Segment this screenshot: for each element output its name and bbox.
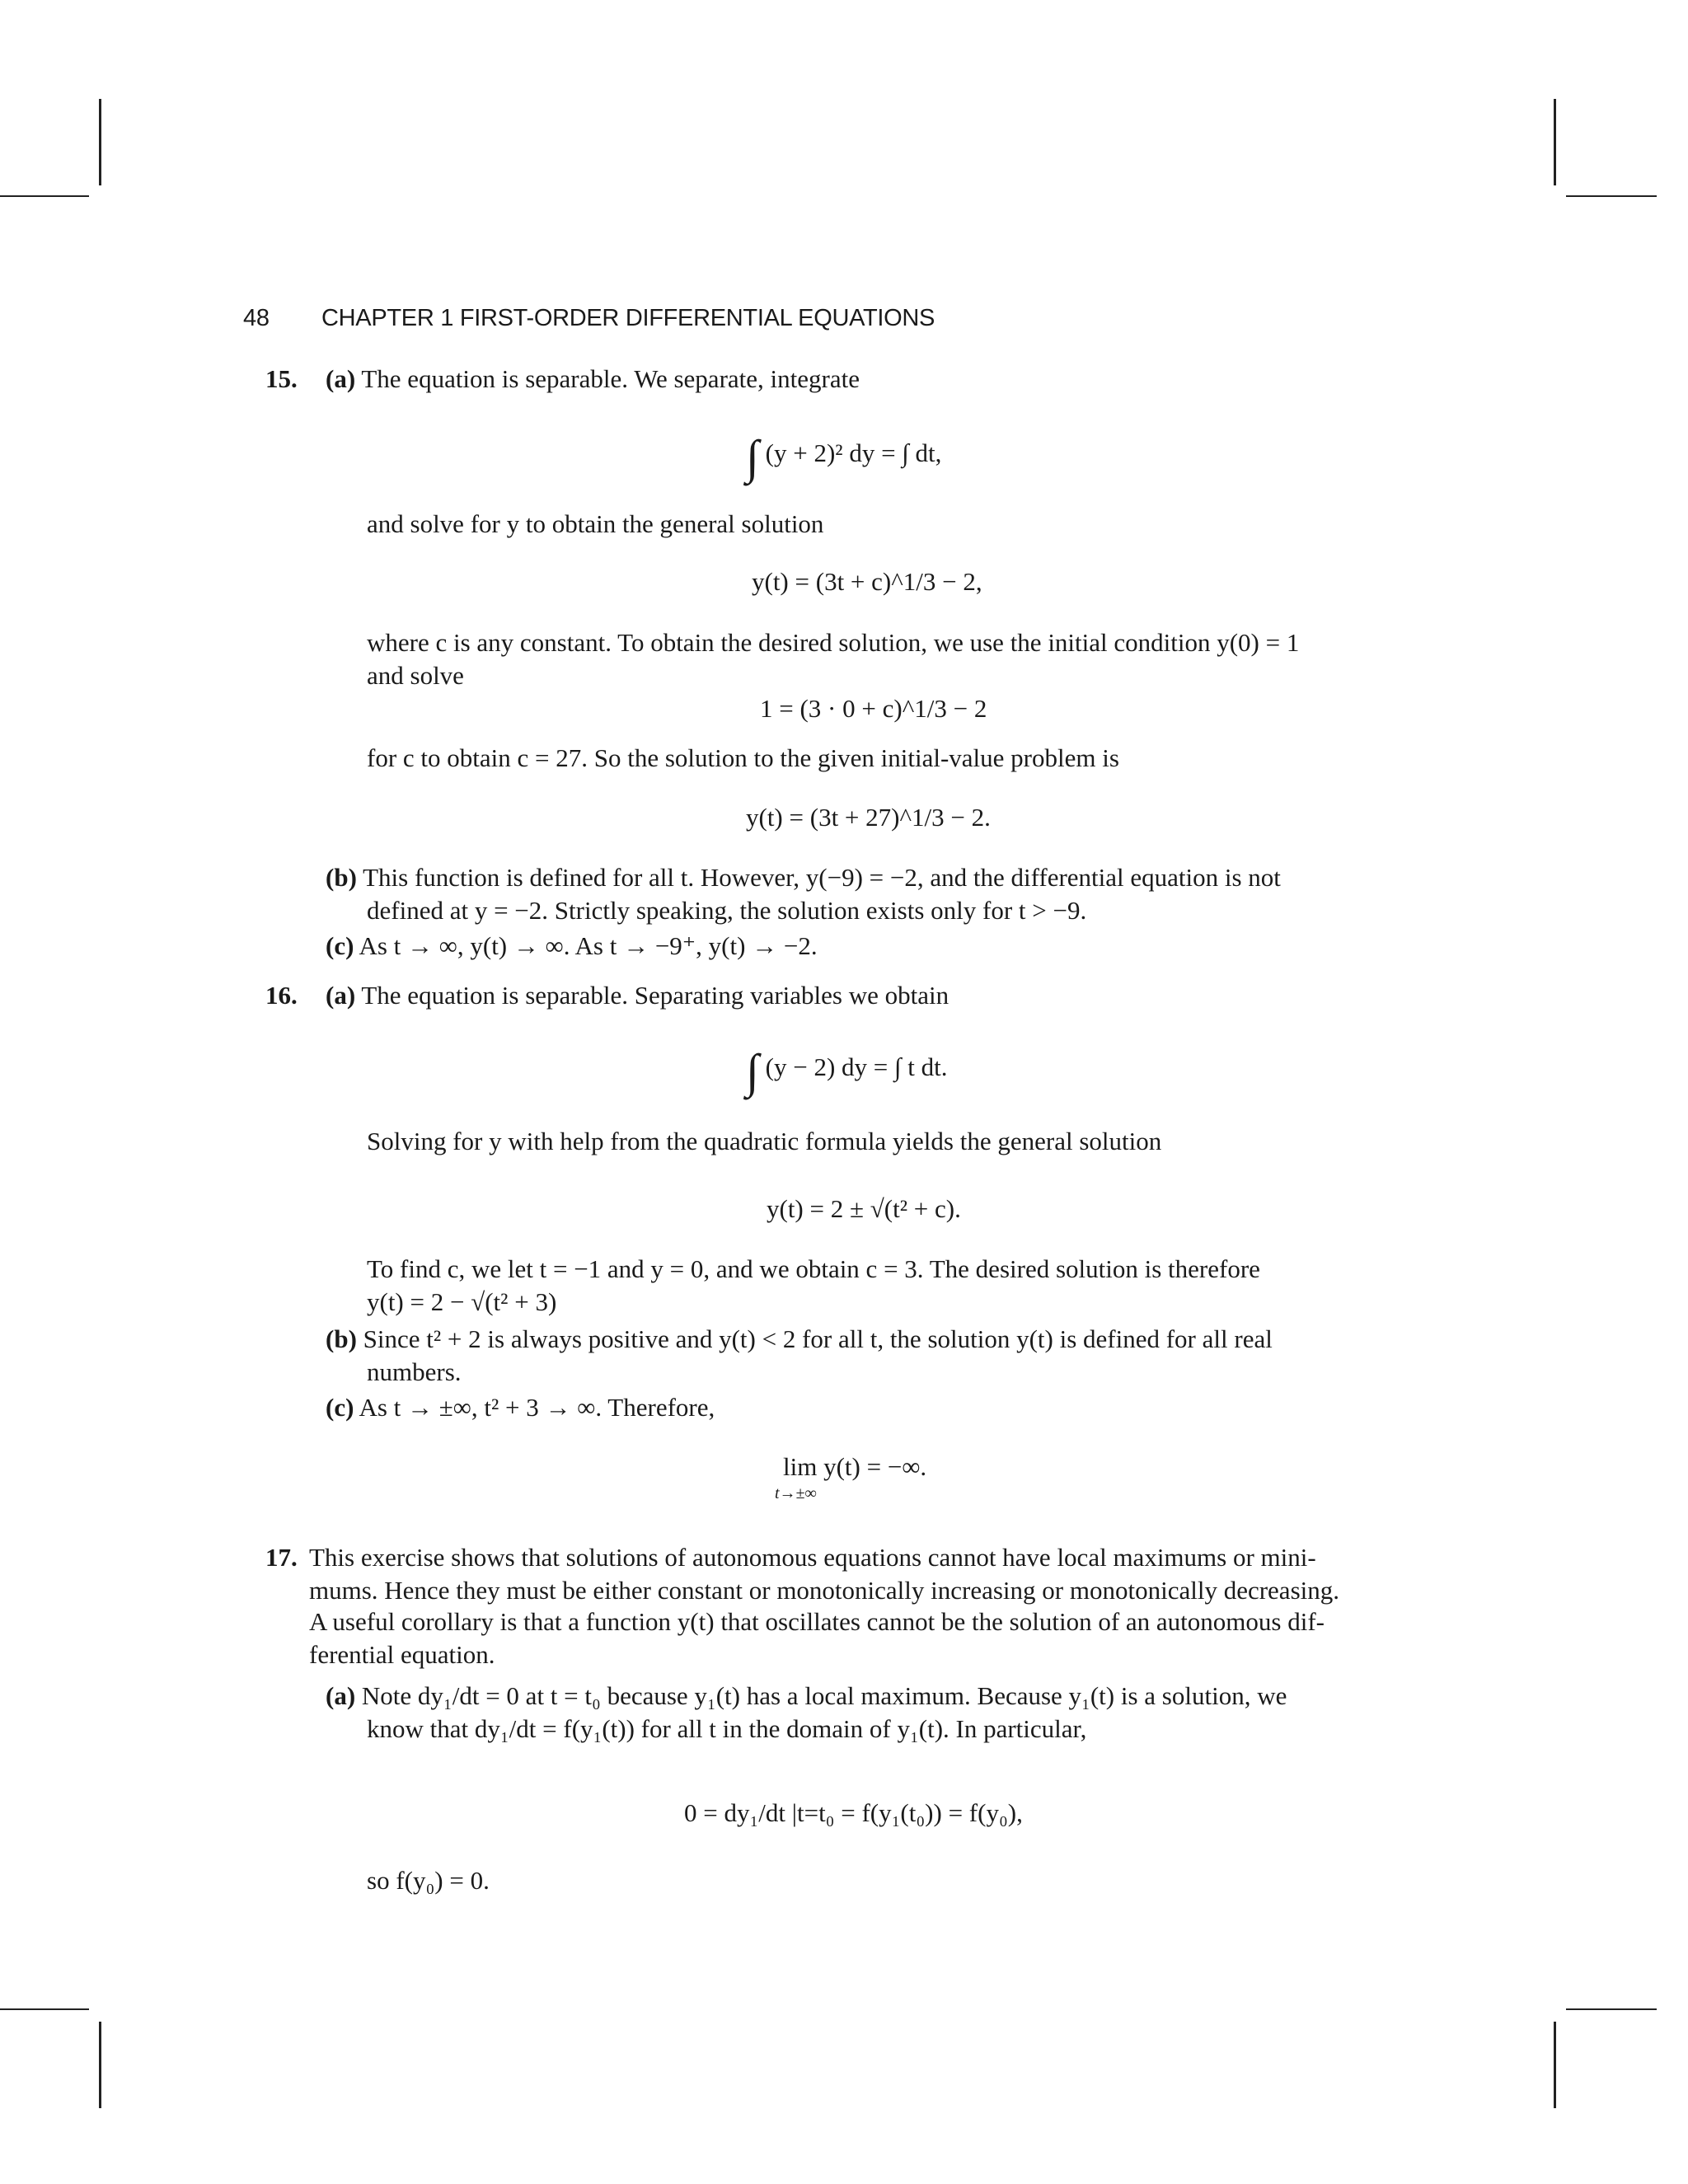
part-text: As t → ∞, y(t) → ∞. As t → −9⁺, y(t) → −2. xyxy=(359,931,818,960)
part-label: (a) xyxy=(326,981,356,1010)
paragraph-text: for c to obtain c = 27. So the solution to the given initial-value problem is xyxy=(367,743,1119,772)
problem-17a xyxy=(326,1680,1287,1713)
problem-16a xyxy=(326,979,949,1012)
paragraph-text: where c is any constant. To obtain the desired solution, we use the initial condition y(0) = 1 xyxy=(367,628,1300,657)
paragraph-text: mums. Hence they must be either constant or monotonically increasing or monotonically decreasing. xyxy=(309,1576,1339,1605)
equation-15-initial-condition: 1 = (3 · 0 + c)^1/3 − 2 xyxy=(760,694,987,723)
part-label: (b) xyxy=(326,1324,357,1353)
part-label: (b) xyxy=(326,863,357,892)
equation-text: (y + 2)² dy = ∫ dt, xyxy=(765,438,942,467)
part-text: Since t² + 2 is always positive and y(t) < 2 for all t, the solution y(t) is defined for all real xyxy=(363,1324,1273,1353)
equation-15-particular-solution: y(t) = (3t + 27)^1/3 − 2. xyxy=(746,803,991,832)
crop-mark xyxy=(1566,2008,1657,2010)
crop-mark xyxy=(0,195,89,197)
part-text: The equation is separable. Separating variables we obtain xyxy=(361,981,950,1010)
paragraph-text: A useful corollary is that a function y(t) that oscillates cannot be the solution of an autonomous dif- xyxy=(309,1607,1325,1636)
problem-15a xyxy=(326,363,860,396)
equation-16-integral xyxy=(746,1044,948,1098)
equation-15-integral xyxy=(746,430,942,484)
paragraph-text: To find c, we let t = −1 and y = 0, and we obtain c = 3. The desired solution is therefore xyxy=(367,1254,1260,1283)
part-label: (c) xyxy=(326,931,354,960)
part-text: As t → ±∞, t² + 3 → ∞. Therefore, xyxy=(359,1393,715,1422)
part-text: Note dy₁/dt = 0 at t = t₀ because y₁(t) has a local maximum. Because y₁(t) is a solution, we xyxy=(361,1681,1287,1710)
part-text: This function is defined for all t. However, y(−9) = −2, and the differential equation is not xyxy=(363,863,1281,892)
crop-mark xyxy=(99,99,101,185)
problem-16b xyxy=(326,1323,1273,1356)
equation-15-general-solution: y(t) = (3t + c)^1/3 − 2, xyxy=(752,567,982,596)
running-header xyxy=(243,305,935,332)
page-number: 48 xyxy=(243,305,270,331)
equation-text: lim y(t) = −∞. xyxy=(783,1452,927,1481)
integral-sign: ∫ xyxy=(746,1044,759,1098)
paragraph-text: and solve xyxy=(367,661,464,690)
part-label: (a) xyxy=(326,364,356,393)
paragraph-text: Solving for y with help from the quadratic formula yields the general solution xyxy=(367,1127,1162,1155)
integral-sign: ∫ xyxy=(746,430,759,484)
equation-17-derivative: 0 = dy₁/dt |t=t₀ = f(y₁(t₀)) = f(y₀), xyxy=(684,1798,1023,1827)
part-label: (a) xyxy=(326,1681,356,1710)
paragraph-text: defined at y = −2. Strictly speaking, the solution exists only for t > −9. xyxy=(367,896,1087,925)
crop-mark xyxy=(99,2022,101,2108)
part-text: The equation is separable. We separate, integrate xyxy=(361,364,860,393)
crop-mark xyxy=(1554,99,1556,185)
problem-16-number: 16. xyxy=(265,981,298,1010)
crop-mark xyxy=(1554,2022,1556,2108)
problem-15-number: 15. xyxy=(265,364,298,393)
problem-16c xyxy=(326,1391,715,1424)
limit-subscript: t→±∞ xyxy=(775,1484,817,1502)
problem-15c xyxy=(326,930,818,963)
problem-17-number: 17. xyxy=(265,1543,298,1572)
equation-text: (y − 2) dy = ∫ t dt. xyxy=(765,1052,948,1081)
crop-mark xyxy=(0,2008,89,2010)
equation-16-general-solution: y(t) = 2 ± √(t² + c). xyxy=(767,1194,961,1223)
crop-mark xyxy=(1566,195,1657,197)
paragraph-text: so f(y₀) = 0. xyxy=(367,1866,490,1895)
part-label: (c) xyxy=(326,1393,354,1422)
paragraph-text: numbers. xyxy=(367,1357,462,1386)
paragraph-text: This exercise shows that solutions of autonomous equations cannot have local maximums or mini- xyxy=(309,1543,1316,1572)
paragraph-text: and solve for y to obtain the general solution xyxy=(367,509,824,538)
problem-15b xyxy=(326,861,1281,894)
paragraph-text: y(t) = 2 − √(t² + 3) xyxy=(367,1287,557,1316)
paragraph-text: ferential equation. xyxy=(309,1640,495,1669)
running-title: CHAPTER 1 FIRST-ORDER DIFFERENTIAL EQUATIONS xyxy=(321,305,935,331)
paragraph-text: know that dy₁/dt = f(y₁(t)) for all t in the domain of y₁(t). In particular, xyxy=(367,1714,1087,1743)
